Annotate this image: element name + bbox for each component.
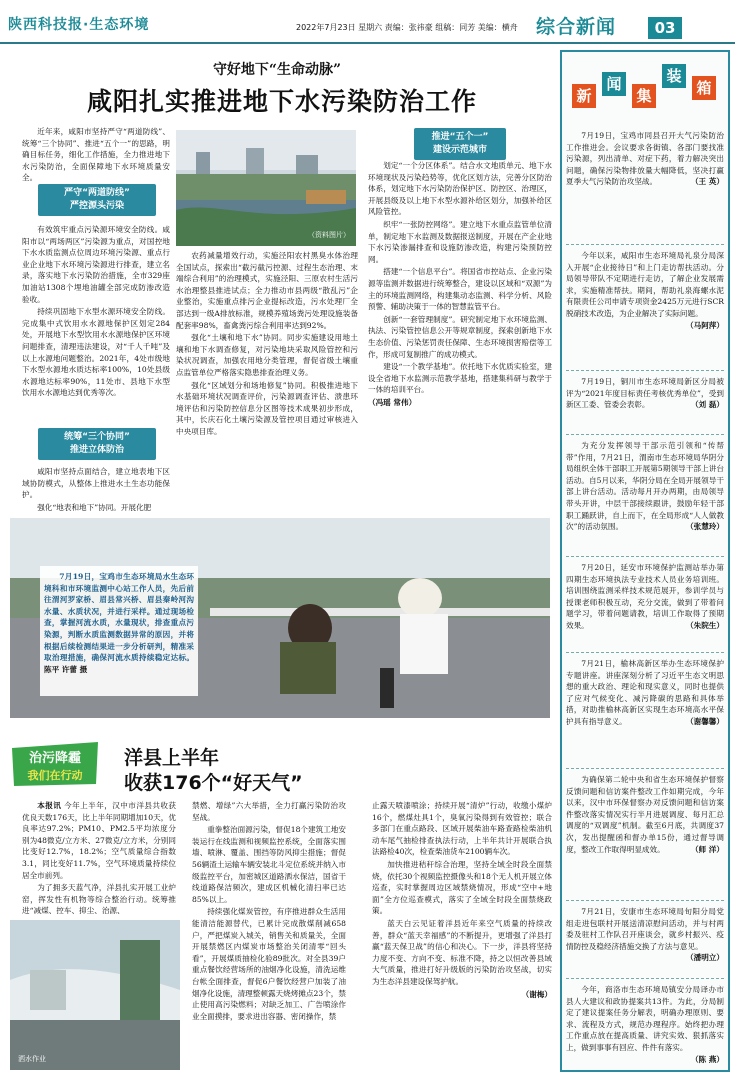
news-divider <box>566 978 724 979</box>
news-divider <box>566 370 724 371</box>
news-item: 今年以来，咸阳市生态环境局礼泉分局深入开展“企业接待日”和上门走访帮扶活动。分局领导带队不定期进行走访，了解企业发展需求，实施精准帮扶。期间，帮助礼泉海螺水泥有限责任公司申请专项资金2425万元进行SCR脱硝技术改造，为企业解决了实际问题。 （马阿萍） <box>566 251 724 330</box>
water-spray-truck-image <box>10 920 180 1070</box>
section-title: 综合新闻 <box>536 16 617 38</box>
article1-intro: 近年来，咸阳市坚持严守“两道防线”、统筹“三个协同”、推进“五个一”的思路，明确目标任务，细化工作措施，全力推进地下水污染防治，全面保障地下水环境质量安全。 <box>22 127 170 183</box>
title-char-3: 集 <box>632 84 656 108</box>
title-char-1: 新 <box>572 84 596 108</box>
article1-col1: 有效筑牢重点污染源环境安全防线。咸阳市以“两场两区”污染源为重点，对国控地下水水质监测点位周边环境污染源、重点行业企业地下水环境污染源进行排查，建立名录，落实地下水污染防治措施，全市329座加油站1308个埋地油罐全部完成防渗改造验收。 持续巩固地下水型水源环境安全防线。完成集中式饮用水水源地保护区划定284处，开展地下水型饮用水水源地保护区环境问题排查，清理违法建设，对“千人千吨”及以上水源地问题整治。2021年，4处市级地下水型水源地水质达标率100%，10处县级水源地达标率90%，11处市、县地下水型饮用水水源地达到优秀等次。 <box>22 225 170 398</box>
article2-col3: 止露天喷漆喷涂；持续开展“清炉”行动，收缴小煤炉16个，燃煤灶具1个，臭氧污染得到有效管控；联合多部门在重点路段、区域开展柴油车路查路检柴油机动车尾气抽检排查执法行动，上半年共计开展联合执法路检40次，检查柴油货车2100辆车次。 加快推进秸秆综合治理，坚持全域全时段全面禁烧，依托30个视频监控摄像头和18个无人机开展立体巡查，实时掌握周边区域禁烧情况，形成“空中+地面”全方位巡查模式，落实了全域全时段全面禁烧政策。 蓝天白云见证着洋县近年来空气质量的持续改善，群众“蓝天幸福感”的不断提升，更增强了洋县打赢“蓝天保卫战”的信心和决心。下一步，洋县将坚持力度不变、方向不变、标准不降，持之以恒改善县域大气质量，推进打好升级版的污染防治攻坚战，切实为生态洋县建设保驾护航。 （谢梅） <box>372 801 552 999</box>
masthead: 陕西科技报·生态环境 <box>8 17 150 33</box>
news-item: 今年，商洛市生态环境局镇安分局译办市县人大建议和政协提案共13件。为此，分局制定了建议提案任务分解表，明确办理原则、要求、流程及方式，规范办理程序。始终把办理工作重点放在提高质量、讲究实效、狠抓落实上，做到事事有回应、件件有落实。 （陈 燕） <box>566 985 724 1064</box>
news-item: 7月20日，延安市环境保护监测站举办第四期生态环境执法专业技术人员业务培训班。培训围绕监测采样技术规范展开，参训学员与授课老师积极互动，充分交流，做到了带着问题学习，带着问题请教，培训工作取得了预期效果。 （朱院生） <box>566 563 724 630</box>
news-divider <box>566 244 724 245</box>
news-item: 7月21日，榆林高新区举办生态环境保护专题讲座。讲座深刻分析了习近平生态文明思想的重大政治、理论和现实意义，同时也提供了应对气候变化、减污降碳的思路和具体举措，对助推榆林高新区实现生态环境高水平保护具有指导意义。 （谢馨馨） <box>566 659 724 726</box>
news-divider <box>566 900 724 901</box>
article1-col1b: 咸阳市坚持点面结合，建立地表地下区域协防模式，从整体上推进水土生态功能保护。 强化“地表和地下”协同。开展化肥 <box>22 467 170 512</box>
badge-line2: 我们在行动 <box>27 769 83 782</box>
article2-title: 洋县上半年 收获176个“好天气” <box>124 747 303 794</box>
article2-col1: 本报讯 今年上半年，汉中市洋县共收获优良天数176天，比上半年同期增加10天，优良率达97.2%；PM10、PM2.5平均浓度分别为48微克/立方米、27微克/立方米，分别同比变好12.7%，18.2%；空气质量综合指数3.1，同比变好11.7%，空气环境质量持续位居全市前列。 为了拥多天蓝气净，洋县扎实开展工业炉窑，挥发性有机物等综合整治行动。统筹推进“减煤、控车、抑尘、治源、 <box>22 801 177 916</box>
news-box-title <box>568 58 724 116</box>
page-header <box>0 0 735 44</box>
article1-photo <box>176 130 356 246</box>
article1-subhead-3: 推进“五个一” 建设示范城市 <box>414 128 506 160</box>
news-divider <box>566 768 724 769</box>
wetland-park-image <box>176 130 356 246</box>
news-divider <box>566 556 724 557</box>
article1-title: 咸阳扎实推进地下水污染防治工作 <box>86 87 477 116</box>
news-item: 为充分发挥领导干部示范引领和“传帮带”作用，7月21日，渭南市生态环境局华阴分局组织全体干部职工开展第5期领导干部上讲台活动。自5月以来，华阴分局在全局开展领导干部上讲台活动。活动每月开办两期，由局领导带头开讲，中层干部接续跟讲，鼓励年轻干部职工踊跃讲，自上而下，在全局形成“人人做教次”的活动氛围。 （张慧玲） <box>566 441 724 532</box>
article2-photo-caption: 洒水作业 <box>18 1055 46 1063</box>
news-item: 为确保第二轮中央和省生态环境保护督察反馈问题和信访案件整改工作如期完成，今年以来，汉中市环保督察办对反馈问题和信访案件整改落实情况实行半月进展调度、每月汇总调度的“双调度”机制。截至6月底，共调度37次，发出提醒函和督办单15份，通过督导调度，整改工作取得明显成效。 （师 洋） <box>566 775 724 854</box>
photo-story-text: 7月19日，宝鸡市生态环境局水生态环境科和市环境监测中心站工作人员，先后前往渭河罗家桥、眉县常兴桥、眉县秦岭河沟水量、水质状况，并进行采样。通过现场检查，掌握河流水质，水量现状，排查重点污染源，判断水质监测数据异常的原因，并将根据后续检测结果进一步分析研判，精准采取治理措施，确保河流水质持续稳定达标。 陈平 许蕾 摄 <box>44 572 194 674</box>
article1-photo-caption: （资料图片） <box>308 231 350 239</box>
badge-line1: 治污降霾 <box>28 751 82 766</box>
title-char-2: 闻 <box>602 72 626 96</box>
campaign-badge-graphic <box>10 740 100 788</box>
article2-photo <box>10 920 180 1070</box>
title-char-5: 箱 <box>692 76 716 100</box>
news-item: 7月19日，铜川市生态环境局新区分局被评为“2021年度目标责任考核优秀单位”，受到新区工委、管委会表彰。 （刘 磊） <box>566 377 724 410</box>
issue-line: 2022年7月23日 星期六 责编：张祎豪 组稿：同芳 美编：横舟 <box>296 23 518 32</box>
page-number: 03 <box>648 17 682 39</box>
news-divider <box>566 434 724 435</box>
article1-subtitle: 守好地下“生命动脉” <box>212 62 342 78</box>
article1-subhead-1: 严守“两道防线” 严控源头污染 <box>38 184 156 216</box>
article1-col2: 农药减量增效行动，实施泾阳农村黑臭水体治理全国试点，探索出“截污截污控源、过程生态治理、末端综合利用”的治理模式，实施泾阳、三原农村生活污水治理整县推进试点；全力推动市县两级“散乱污”企业整治，实施重点排污企业提标改造，污水处理厂全部达到一级A排放标准，规模养殖场粪污处理设施装备配套率98%，畜禽粪污综合利用率达到92%。 强化“土壤和地下水”协同。同步实施建设用地土壤和地下水调查修复，对污染地块采取风险管控和污染状况调查，加强农用地分类管理，督促省级土壤重点监管单位严格落实隐患排查治理义务。 强化“区域划分和场地修复”协同。积极推进地下水基础环境状况调查评价，污染源调查评估、溃患环境评估和污染防控信息分区图等技术成果初步形成，其中，长庆石化土壤污染源及管控项目通过审核进入中央项目库。 <box>176 251 358 436</box>
article1-subhead-2: 统筹“三个协同” 推进立体防治 <box>38 428 156 460</box>
news-item: 7月21日，安康市生态环境局旬阳分局党组走进包联村开展送清凉慰问活动，并与村两委及驻村工作队召开座谈会，就乡村振兴、疫情防控及稳经济措施交换了方法与意见。 （潘明立） <box>566 907 724 963</box>
article1-col3: 划定“一个分区体系”。结合水文地质单元、地下水环境现状及污染趋势等，优化区划方法，完善分区防治体系，划定地下水污染防治保护区、防控区、治理区，开展县级及以上地下水型水源补给区划分，加强补给区风险管控。 织牢“一张防控网络”。建立地下水重点监管单位清单，制定地下水监测及数据报送制度，开展在产企业地下水污染渗漏排查和设施防渗改造，构建污染预防控网。 搭建“一个信息平台”。将国省市控站点、企业污染源等监测并数据进行统筹整合，建设以区域和“双源”为主的环境监测网络，构建集动态监测、科学分析、风险预警、辅助决策于一体的智慧监管平台。 创新“一套管理制度”。研究制定地下水环境监测、执法、污染管控信息公开等规章制度，探索创新地下水生态价值、污染惩罚责任保障、生态环境损害赔偿等工作，形成可复制推广的成功模式。 建设“一个教学基地”。依托地下水优质实验室，建设全省地下水监测示范教学基地，搭建集科研与教学于一体的培训平台。 （冯瑶 常伟） <box>368 161 552 407</box>
news-item: 7月19日，宝鸡市同县召开大气污染防治工作推进会。会议要求各街镇、各部门要找准污染源，列出清单、对症下药，着力解决突出问题，确保污染物排放量大幅降低，坚决打赢夏季大气污染防治攻坚战。 （王 英） <box>566 131 724 187</box>
title-char-4: 装 <box>662 64 686 88</box>
campaign-badge <box>10 740 100 788</box>
news-box-sidebar <box>560 50 730 1072</box>
news-divider <box>566 652 724 653</box>
article2-col2: 禁燃、增绿”六大举措，全力打赢污染防治攻坚战。 重拳整治面源污染，督促18个建筑工地安装运行在线监测和视频监控系统，全面落实围墙、喷淋、覆盖、围挡等防风抑尘措施；督促56辆渣土运输车辆安装北斗定位系统并纳入市级监控平台，加密城区道路洒水保洁，国省干线道路保洁频次，建成区机械化清扫率已达85%以上。 持续强化煤炭管控，有序推进群众生活用能清洁能源替代，已累计完成散煤削减658户，严把煤炭入城关，销售关和质量关，全面开展禁燃区内煤炭市场整治关闭清零“回头看”，开展煤质抽检化验89批次。对全县39户重点餐饮经营场所的油烟净化设施，清洗运维台帐全面排查，督促6户餐饮经营户加装了油烟净化设施，清理整顿露天烧烤摊点23个，禁止使用高污染燃料；对缺乏加工、广告喷涂作业全面摸排，要求进出容器、密闭操作，禁 <box>192 801 346 1021</box>
